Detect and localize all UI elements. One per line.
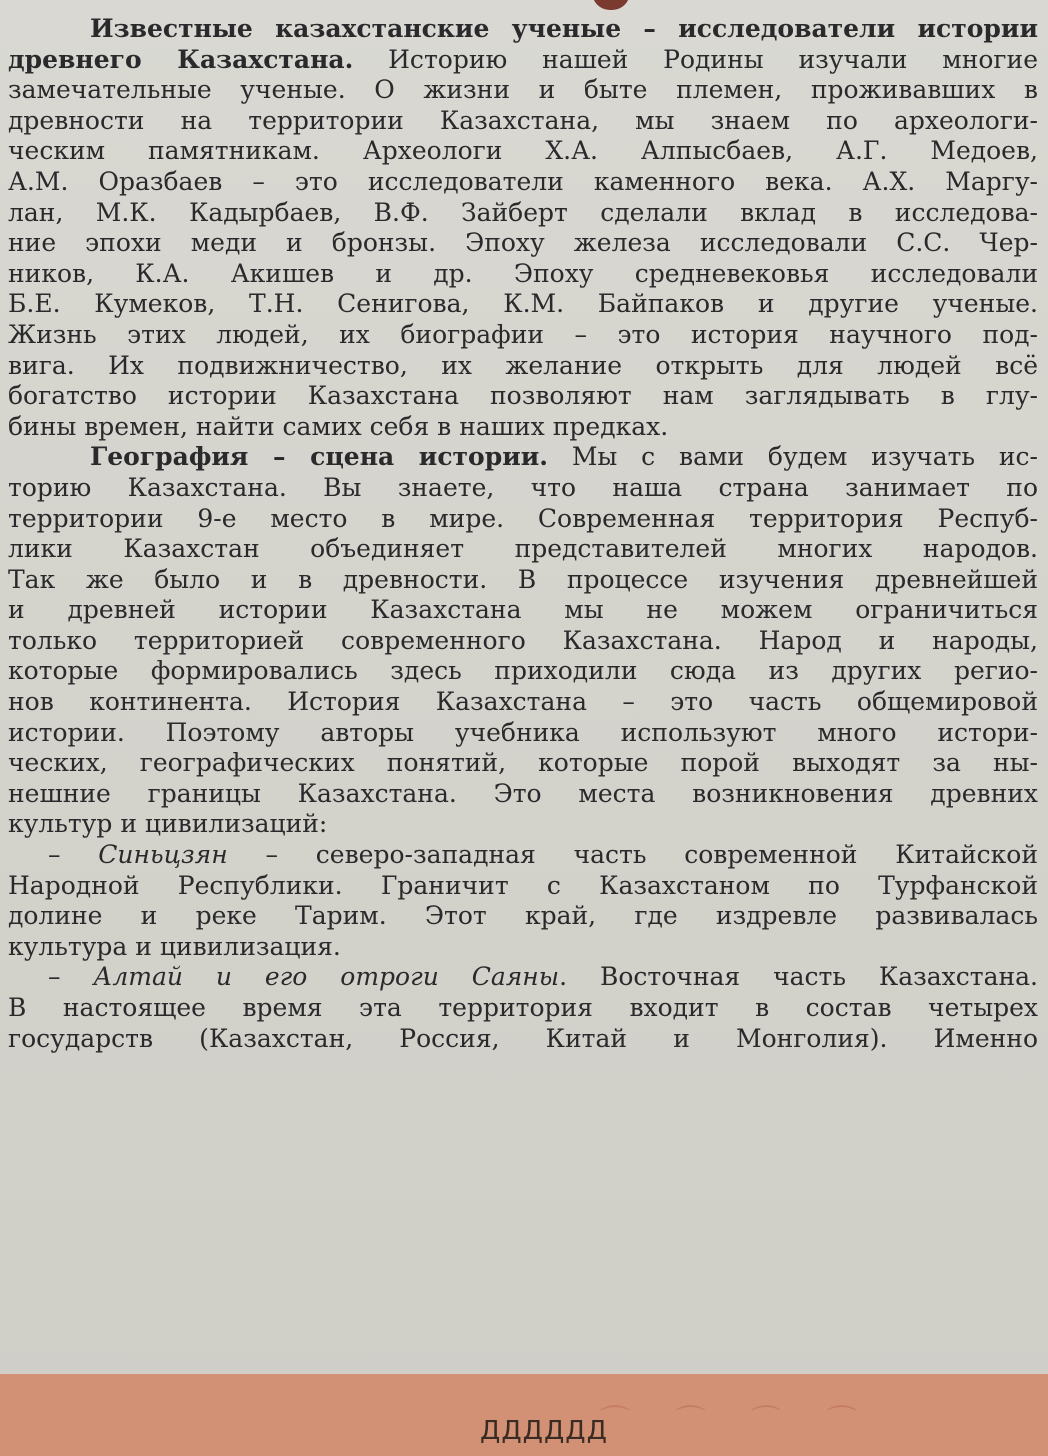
paragraph1-line: А.М. Оразбаев – это исследователи каменного века. А.Х. Маргу-: [8, 166, 1038, 196]
paragraph1-line: лан, М.К. Кадырбаев, В.Ф. Зайберт сделали вклад в исследова-: [8, 197, 1038, 227]
item2-line: – Алтай и его отроги Саяны. Восточная часть Казахстана.: [48, 962, 1038, 992]
paragraph1-line: Б.Е. Кумеков, Т.Н. Сенигова, К.М. Байпаков и другие ученые.: [8, 289, 1038, 319]
paragraph1-line: Жизнь этих людей, их биографии – это история научного под-: [8, 319, 1038, 349]
paragraph2-line: торию Казахстана. Вы знаете, что наша страна занимает по: [8, 472, 1038, 502]
item1-line: – Синьцзян – северо-западная часть современной Китайской: [48, 840, 1038, 870]
paragraph2-line: культур и цивилизаций:: [8, 809, 328, 839]
handwritten-mark: ДДДДДД: [480, 1416, 608, 1446]
paragraph1-line: ников, К.А. Акишев и др. Эпоху средневековья исследовали: [8, 258, 1038, 288]
paragraph1-line: древнего Казахстана. Историю нашей Родины изучали многие: [8, 44, 1038, 74]
item1-line: долине и реке Тарим. Этот край, где издревле развивалась: [8, 901, 1038, 931]
paragraph1-line: вига. Их подвижничество, их желание открыть для людей всё: [8, 350, 1038, 380]
item2-term: Алтай и его отроги Саяны: [93, 962, 560, 992]
paragraph1-line: ческим памятникам. Археологи Х.А. Алпысбаев, А.Г. Медоев,: [8, 136, 1038, 166]
paragraph2-line: ческих, географических понятий, которые порой выходят за ны-: [8, 748, 1038, 778]
paragraph1-line: богатство истории Казахстана позволяют нам заглядывать в глу-: [8, 381, 1038, 411]
paragraph2-line: только территорией современного Казахстана. Народ и народы,: [8, 625, 1038, 655]
item1-line: Народной Республики. Граничит с Казахстаном по Турфанской: [8, 870, 1038, 900]
paragraph2-line: истории. Поэтому авторы учебника используют много истори-: [8, 717, 1038, 747]
page-text: [8, 14, 1038, 1054]
paragraph1-line: замечательные ученые. О жизни и быте племен, проживавших в: [8, 75, 1038, 105]
item1-line: культура и цивилизация.: [8, 931, 341, 961]
paragraph2-line: и древней истории Казахстана мы не можем ограничиться: [8, 595, 1038, 625]
paragraph2-line: География – сцена истории. Мы с вами будем изучать ис-: [90, 442, 1038, 472]
item2-line: В настоящее время эта территория входит в состав четырех: [8, 993, 1038, 1022]
paragraph2-line: нешние границы Казахстана. Это места возникновения древних: [8, 778, 1038, 808]
page-tab-decoration: [592, 0, 630, 10]
ornament-pattern: ⌒ ⌒ ⌒ ⌒: [600, 1404, 875, 1439]
paragraph1-line: бины времен, найти самих себя в наших предках.: [8, 411, 669, 441]
paragraph2-line: нов континента. История Казахстана – это часть общемировой: [8, 687, 1038, 717]
paragraph1-heading: Известные казахстанские ученые – исследователи истории: [90, 14, 1038, 43]
paragraph2-line: лики Казахстан объединяет представителей многих народов.: [8, 534, 1038, 564]
paragraph1-line: древности на территории Казахстана, мы знаем по археологи-: [8, 105, 1038, 135]
paragraph1-line: ние эпохи меди и бронзы. Эпоху железа исследовали С.С. Чер-: [8, 228, 1038, 258]
paragraph2-line: территории 9-е место в мире. Современная территория Респуб-: [8, 503, 1038, 533]
paragraph2-line: которые формировались здесь приходили сюда из других регио-: [8, 656, 1038, 686]
paragraph1-heading-cont: древнего Казахстана.: [8, 44, 354, 74]
paragraph2-line: Так же было и в древности. В процессе изучения древнейшей: [8, 564, 1038, 594]
item2-line: государств (Казахстан, Россия, Китай и Монголия). Именно: [8, 1023, 1038, 1053]
item1-term: Синьцзян: [98, 840, 228, 870]
paragraph2-heading: География – сцена истории.: [90, 442, 548, 472]
